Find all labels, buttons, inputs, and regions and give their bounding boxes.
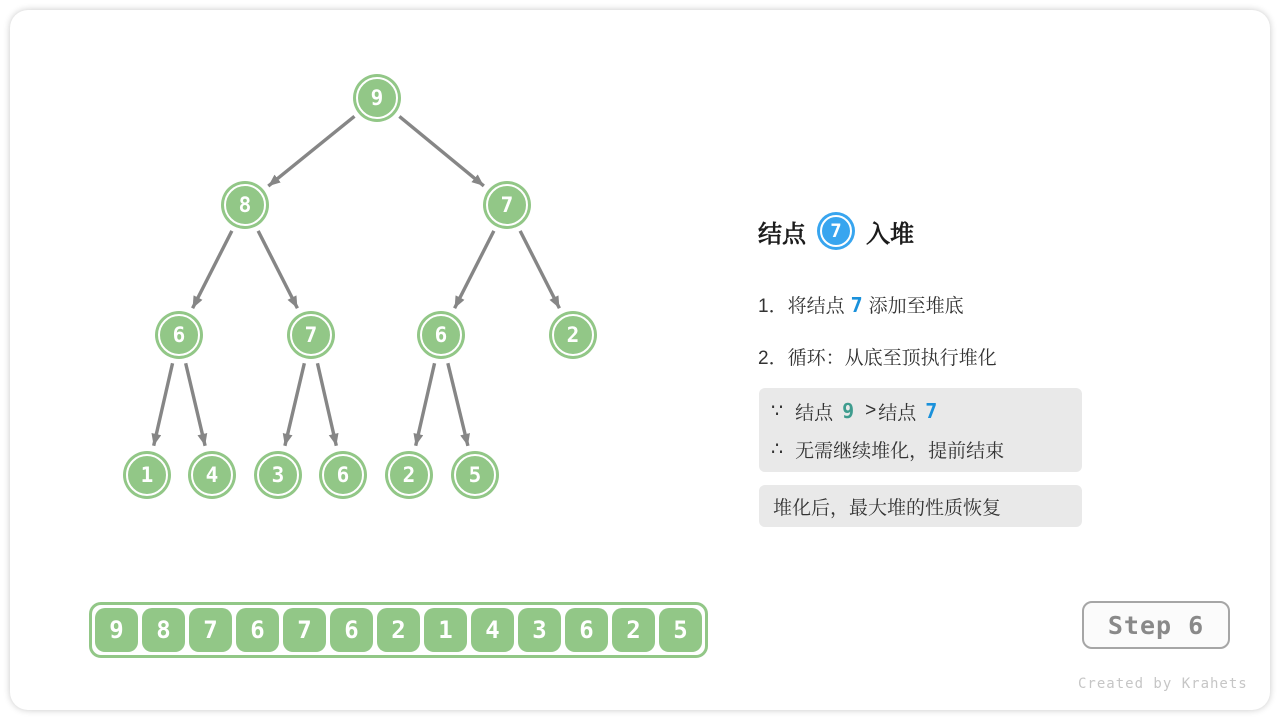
tree-edge [520, 231, 559, 308]
tree-node: 6 [322, 454, 364, 496]
array-cell: 2 [377, 608, 420, 652]
array-cell: 8 [142, 608, 185, 652]
tree-edge [448, 363, 468, 446]
tree-edge [317, 363, 336, 445]
tree-node: 2 [552, 314, 594, 356]
array-cell: 3 [518, 608, 561, 652]
because-line [771, 392, 1070, 430]
array-cell: 4 [471, 608, 514, 652]
title-prefix: 结点 [758, 220, 806, 248]
array-cell: 6 [565, 608, 608, 652]
inserted-node-badge: 7 [820, 215, 852, 247]
because-word-1: 结点 [795, 402, 834, 424]
array-cell: 6 [330, 608, 373, 652]
because-value-7: 7 [925, 399, 938, 423]
therefore-text: 无需继续堆化，提前结束 [795, 440, 1005, 462]
tree-edge [416, 363, 435, 445]
tree-node: 7 [486, 184, 528, 226]
array-cell: 7 [283, 608, 326, 652]
instruction-step-1 [758, 291, 964, 318]
tree-edge [455, 231, 494, 308]
array-cell: 9 [95, 608, 138, 652]
tree-node: 7 [290, 314, 332, 356]
tree-node: 9 [356, 77, 398, 119]
heapify-reason-box [759, 388, 1082, 472]
array-cell: 5 [659, 608, 702, 652]
panel-title [758, 208, 914, 254]
instruction-2-text: 2．循环：从底至顶执行堆化 [758, 348, 997, 369]
tree-node: 8 [224, 184, 266, 226]
array-cell: 7 [189, 608, 232, 652]
because-value-9: 9 [842, 399, 855, 423]
tree-edge [193, 231, 232, 308]
array-cell: 6 [236, 608, 279, 652]
because-word-2: 结点 [878, 402, 917, 424]
instruction-1-highlight: 7 [850, 293, 863, 317]
heap-array [89, 602, 708, 658]
tree-edge [285, 363, 304, 446]
title-suffix: 入堆 [866, 220, 914, 248]
tree-edge [268, 116, 354, 186]
note-box [759, 485, 1082, 527]
tree-edge [186, 363, 205, 446]
tree-edge [258, 231, 297, 308]
tree-node: 6 [420, 314, 462, 356]
array-cell: 1 [424, 608, 467, 652]
note-text: 堆化后，最大堆的性质恢复 [773, 497, 1002, 519]
tree-edge [154, 363, 173, 445]
tree-node: 6 [158, 314, 200, 356]
instruction-1-post: 添加至堆底 [868, 296, 964, 317]
tree-node: 2 [388, 454, 430, 496]
tree-node: 3 [257, 454, 299, 496]
instruction-step-2 [758, 343, 997, 370]
tree-node: 1 [126, 454, 168, 496]
figure-card [10, 10, 1270, 710]
step-button[interactable]: Step 6 [1082, 601, 1230, 649]
tree-node: 4 [191, 454, 233, 496]
array-cell: 2 [612, 608, 655, 652]
greater-than-sign: > [865, 400, 877, 421]
therefore-icon: ∴ [771, 438, 784, 460]
therefore-line [771, 430, 1070, 468]
tree-edge [399, 116, 483, 186]
instruction-1-pre: 1．将结点 [758, 296, 845, 317]
because-icon: ∵ [771, 400, 784, 422]
credit-text: Created by Krahets [1078, 676, 1248, 692]
tree-node: 5 [454, 454, 496, 496]
